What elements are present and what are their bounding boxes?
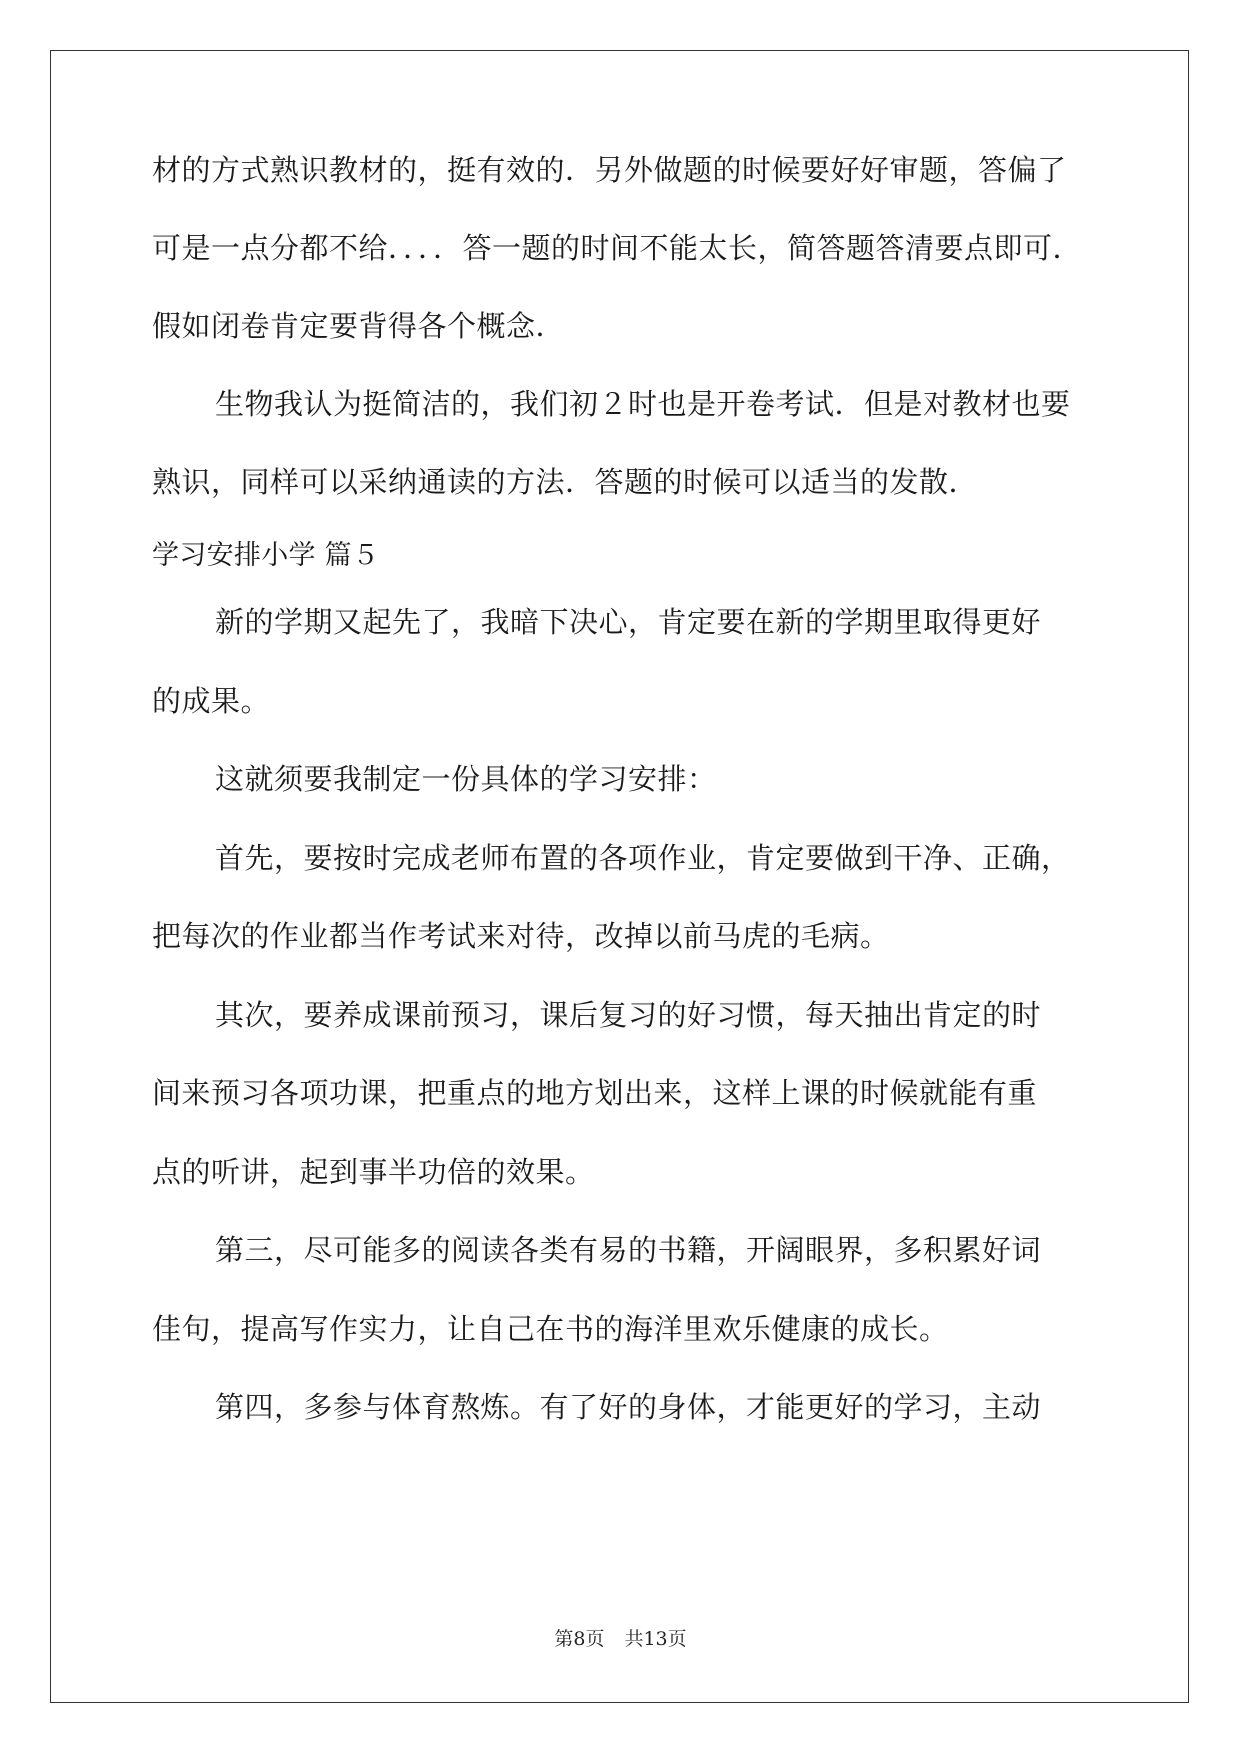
paragraph-start-line: 这就须要我制定一份具体的学习安排： [215,762,717,796]
text-line: 材的方式熟识教材的，挺有效的．另外做题的时候要好好审题，答偏了 [152,153,1067,187]
paragraph-start-line: 新的学期又起先了，我暗下决心，肯定要在新的学期里取得更好 [215,605,1042,639]
text-line: 把每次的作业都当作考试来对待，改掉以前马虎的毛病。 [152,919,890,953]
text-line: 的成果。 [152,684,271,718]
text-line: 假如闭卷肯定要背得各个概念． [152,309,566,343]
page-total: 共13页 [624,1628,687,1650]
text-line: 点的听讲，起到事半功倍的效果。 [152,1155,595,1189]
text-line: 可是一点分都不给．．．．答一题的时间不能太长，简答题答清要点即可． [152,231,1083,265]
paragraph-start-line: 首先，要按时完成老师布置的各项作业，肯定要做到干净、正确， [215,841,1071,875]
page-frame [50,50,1189,1703]
text-line: 佳句，提高写作实力，让自己在书的海洋里欢乐健康的成长。 [152,1312,949,1346]
text-line: 间来预习各项功课，把重点的地方划出来，这样上课的时候就能有重 [152,1076,1038,1110]
page-number: 第8页 [554,1628,605,1650]
paragraph-start-line: 第三，尽可能多的阅读各类有易的书籍，开阔眼界，多积累好词 [215,1233,1042,1267]
paragraph-start-line: 第四，多参与体育熬炼。有了好的身体，才能更好的学习，主动 [215,1390,1042,1424]
page-footer [0,1624,1241,1651]
section-heading: 学习安排小学 篇５ [152,540,380,571]
paragraph-start-line: 生物我认为挺简洁的，我们初２时也是开卷考试．但是对教材也要 [215,387,1071,421]
text-line: 熟识，同样可以采纳通读的方法．答题的时候可以适当的发散． [152,465,979,499]
paragraph-start-line: 其次，要养成课前预习，课后复习的好习惯，每天抽出肯定的时 [215,998,1042,1032]
